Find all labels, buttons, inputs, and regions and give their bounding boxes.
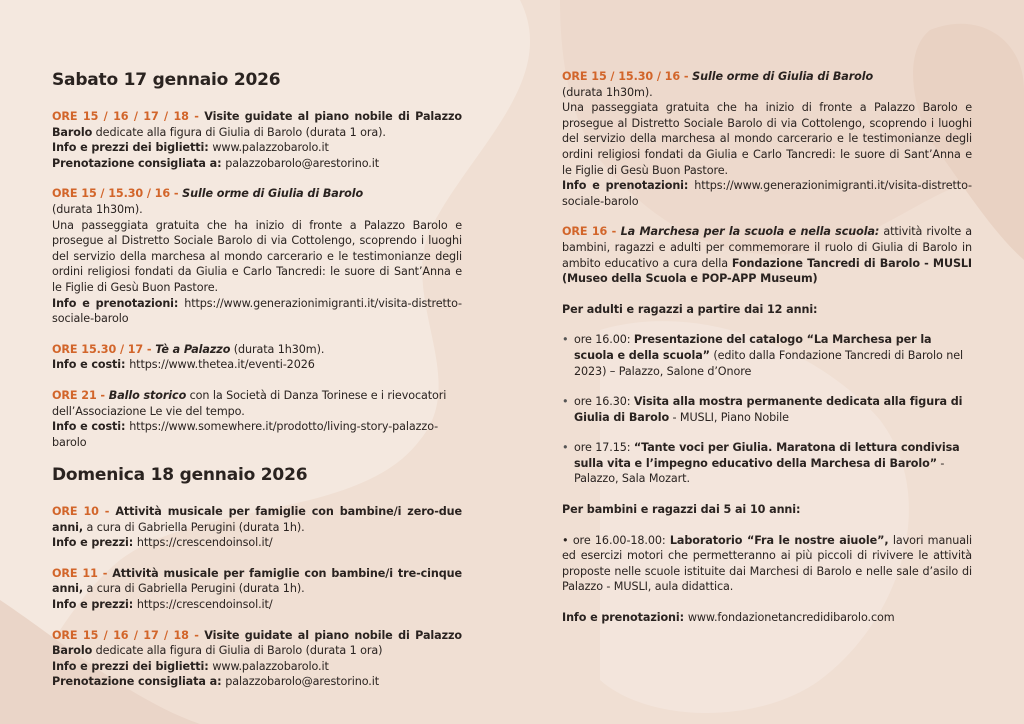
emphasis: Attività musicale per famiglie con bambine/i zero-due anni, — [52, 505, 463, 534]
emphasis: Visite guidate al piano nobile di Palazzo Barolo — [52, 110, 462, 139]
event-paragraph — [562, 69, 972, 209]
text: con la Società di Danza Torinese e i rievocatori dell’Associazione Le vie del tempo. — [52, 388, 447, 418]
event-paragraph — [562, 302, 972, 318]
event-paragraph — [562, 224, 972, 286]
text: (durata 1h30m). — [230, 342, 325, 356]
emphasis: Fondazione Tancredi di Barolo - MUSLI (Museo della Scuola e POP-APP Museum) — [562, 256, 972, 286]
emphasis: Info e prezzi: — [52, 536, 137, 550]
text: https://www.generazionimigranti.it/visita-distretto-sociale-barolo — [562, 179, 972, 208]
emphasis: Laboratorio “Fra le nostre aiuole”, — [669, 533, 889, 547]
emphasis: Attività musicale per famiglie con bambine/i tre-cinque anni, — [52, 566, 463, 596]
text: ore 17.15: — [574, 441, 634, 455]
emphasis: Prenotazione consigliata a: — [52, 156, 226, 170]
event-bullet — [562, 394, 972, 425]
text: dedicate alla figura di Giulia di Barolo (durata 1 ora). — [92, 125, 386, 139]
event-time: ORE 15 / 15.30 / 16 - — [52, 187, 183, 201]
emphasis: Sulle orme di Giulia di Barolo — [182, 187, 364, 201]
day-heading: Sabato 17 gennaio 2026 — [52, 70, 281, 90]
event-paragraph — [52, 109, 462, 171]
event-time: ORE 21 - — [52, 388, 109, 402]
text: www.palazzobarolo.it — [212, 659, 329, 673]
event-paragraph — [52, 628, 462, 690]
text: (edito dalla Fondazione Tancredi di Barolo nel 2023) – Palazzo, Salone d’Onore — [574, 348, 964, 378]
event-paragraph — [562, 533, 972, 595]
text: https://crescendoinsol.it/ — [136, 536, 273, 550]
text: https://www.somewhere.it/prodotto/living-story-palazzo-barolo — [52, 420, 439, 449]
event-time: ORE 15 / 16 / 17 / 18 - — [52, 110, 205, 123]
event-time: ORE 16 - — [562, 225, 621, 239]
text: - Palazzo, Sala Mozart. — [574, 456, 945, 486]
event-paragraph — [52, 566, 462, 613]
event-time: ORE 15 / 15.30 / 16 - — [562, 70, 693, 83]
event-paragraph — [52, 388, 462, 450]
emphasis: Per bambini e ragazzi dai 5 ai 10 anni: — [562, 503, 801, 517]
emphasis: Tè a Palazzo — [155, 342, 231, 356]
event-time: ORE 15.30 / 17 - — [52, 342, 156, 356]
emphasis: “Tante voci per Giulia. Maratona di lettura condivisa sulla vita e l’impegno educativo della Marchesa di Barolo” — [574, 441, 960, 470]
event-paragraph — [562, 502, 972, 518]
emphasis: Ballo storico — [108, 388, 187, 402]
sunday-continued-column — [562, 69, 972, 641]
text: (durata 1h30m). — [562, 85, 653, 99]
text: (durata 1h30m). — [52, 202, 143, 216]
text: - MUSLI, Piano Nobile — [669, 410, 789, 424]
text: www.fondazionetancredidibarolo.com — [687, 611, 895, 625]
emphasis: Info e prezzi dei biglietti: — [52, 141, 213, 155]
text: ore 16.00: — [574, 333, 634, 347]
text: https://www.thetea.it/eventi-2026 — [129, 358, 315, 372]
event-bullet — [562, 440, 972, 487]
event-time: ORE 15 / 16 / 17 / 18 - — [52, 628, 205, 642]
text: lavori manuali ed esercizi motori che permetteranno ai più piccoli di rivivere le attività proposte nelle scuole istituite dai Marchesi di Barolo e nelle sale d’asilo di Palazzo - MUSLI, aula didattica. — [562, 533, 972, 594]
emphasis: Info e prenotazioni: — [52, 296, 185, 310]
emphasis: Info e prenotazioni: — [562, 179, 695, 193]
emphasis: Info e prezzi dei biglietti: — [52, 659, 213, 673]
saturday-column — [52, 69, 462, 465]
emphasis: Prenotazione consigliata a: — [52, 675, 226, 689]
event-paragraph — [562, 610, 972, 626]
event-paragraph — [52, 504, 462, 551]
emphasis: Presentazione del catalogo “La Marchesa per la scuola e della scuola” — [574, 333, 932, 362]
text: www.palazzobarolo.it — [212, 141, 329, 155]
text: https://www.generazionimigranti.it/visita-distretto-sociale-barolo — [52, 296, 462, 326]
emphasis: Per adulti e ragazzi a partire dai 12 anni: — [562, 302, 818, 316]
text: Una passeggiata gratuita che ha inizio di fronte a Palazzo Barolo e prosegue al Distretto Sociale Barolo di via Cottolengo, scoprendo i luoghi del servizio della marchesa al mondo carcerario e le testimonianze degli ordini religiosi fondati da Giulia e Carlo Tancredi: le suore di Sant’Anna e le Figlie di Gesù Buon Pastore. — [52, 218, 462, 294]
text: a cura di Gabriella Perugini (durata 1h). — [83, 582, 305, 596]
text: Una passeggiata gratuita che ha inizio di fronte a Palazzo Barolo e prosegue al Distretto Sociale Barolo di via Cottolengo, scoprendo i luoghi del servizio della marchesa al mondo carcerario e le testimonianze degli ordini religiosi fondati da Giulia e Carlo Tancredi: le suore di Sant’Anna e le Figlie di Gesù Buon Pastore. — [562, 101, 972, 177]
sunday-column — [52, 464, 462, 705]
event-time: ORE 11 - — [52, 566, 113, 580]
event-time: ORE 10 - — [52, 505, 116, 518]
emphasis: Info e prenotazioni: — [562, 611, 688, 625]
text: https://crescendoinsol.it/ — [136, 597, 273, 611]
text: attività rivolte a bambini, ragazzi e adulti per commemorare il ruolo di Giulia di Barolo in ambito educativo a cura della — [562, 225, 972, 270]
day-heading: Domenica 18 gennaio 2026 — [52, 465, 308, 485]
emphasis: Visite guidate al piano nobile di Palazzo Barolo — [52, 628, 462, 658]
text: • ore 16.00-18.00: — [562, 533, 670, 547]
emphasis: Info e costi: — [52, 420, 130, 434]
text: a cura di Gabriella Perugini (durata 1h). — [83, 520, 305, 534]
emphasis: Info e prezzi: — [52, 597, 137, 611]
text: dedicate alla figura di Giulia di Barolo (durata 1 ora) — [92, 644, 383, 658]
text: palazzobarolo@arestorino.it — [225, 156, 380, 170]
event-paragraph — [52, 342, 462, 373]
emphasis: La Marchesa per la scuola e nella scuola: — [620, 225, 880, 239]
event-paragraph — [52, 186, 462, 326]
emphasis: Visita alla mostra permanente dedicata alla figura di Giulia di Barolo — [574, 395, 963, 424]
text: palazzobarolo@arestorino.it — [225, 675, 380, 689]
text: ore 16.30: — [574, 395, 634, 409]
event-bullet — [562, 332, 972, 379]
emphasis: Sulle orme di Giulia di Barolo — [692, 70, 874, 83]
emphasis: Info e costi: — [52, 358, 130, 372]
